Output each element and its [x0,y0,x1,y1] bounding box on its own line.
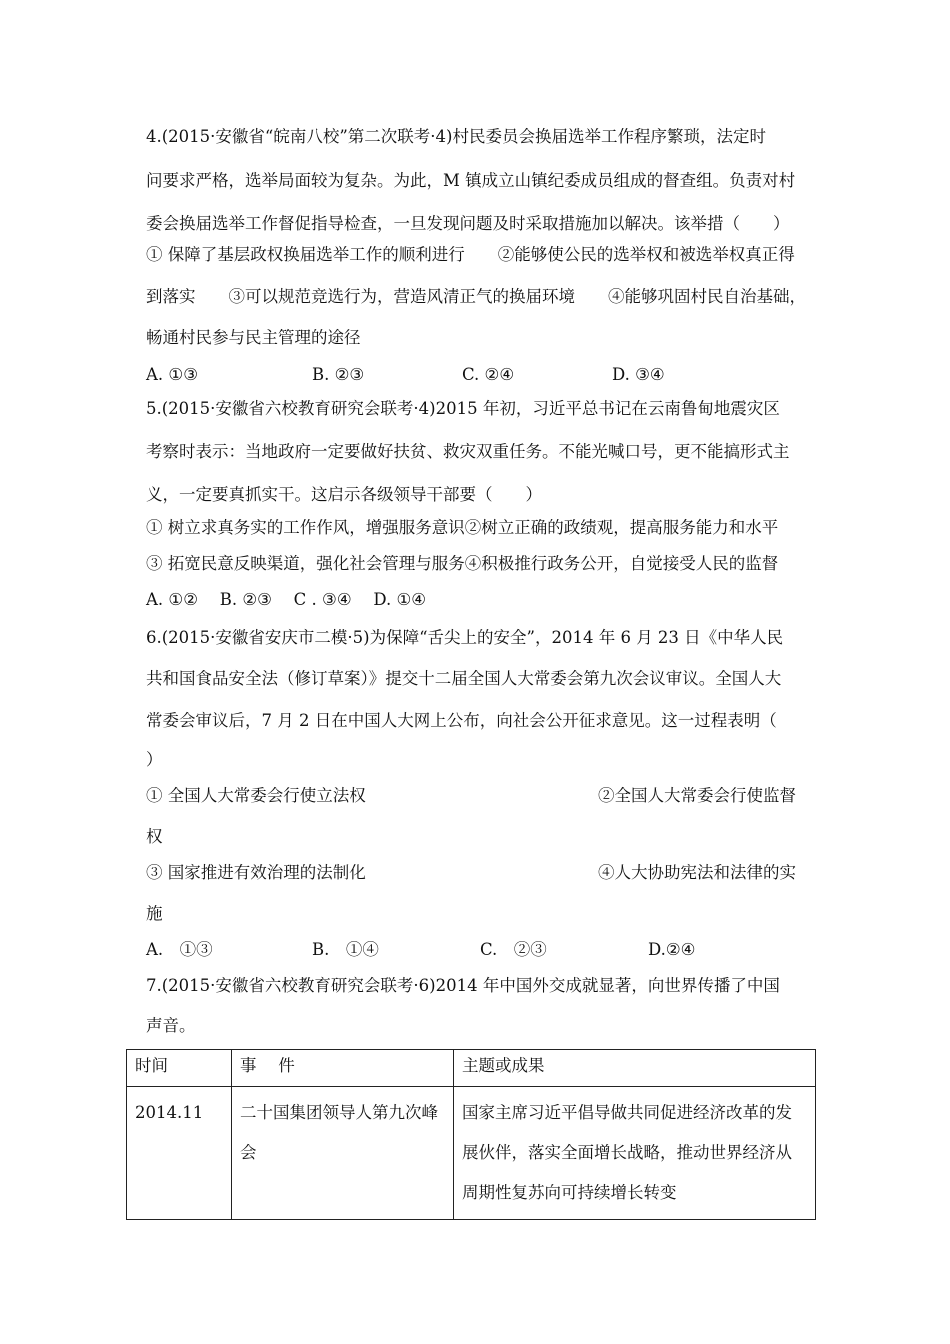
cell-time: 2014.11 [127,1087,232,1220]
q6-option-a: A. ①③ [146,940,213,959]
q6-statement-3: ③ 国家推进有效治理的法制化 [146,863,366,882]
q5-statement-line-2: ③ 拓宽民意反映渠道，强化社会管理与服务④积极推行政务公开，自觉接受人民的监督 [146,554,779,573]
header-time: 时间 [127,1050,232,1087]
q6-stem-line-1: 6.(2015·安徽省安庆市二模·5)为保障“舌尖上的安全”，2014 年 6 月 23 日《中华人民 [146,628,784,647]
q4-option-b: B. ②③ [312,365,365,384]
q4-statement-line-2: 到落实 ③可以规范竞选行为，营造风清正气的换届环境 ④能够巩固村民自治基础， [146,287,806,306]
header-result: 主题或成果 [454,1050,816,1087]
table-row [127,1087,816,1220]
cell-result: 国家主席习近平倡导做共同促进经济改革的发展伙伴，落实全面增长战略，推动世界经济从周期性复苏向可持续增长转变 [454,1087,816,1220]
q7-stem-line-2: 声音。 [146,1016,196,1035]
q5-options: A. ①② B. ②③ C . ③④ D. ①④ [146,590,427,609]
q5-statement-line-1: ① 树立求真务实的工作作风，增强服务意识②树立正确的政绩观，提高服务能力和水平 [146,518,779,537]
q6-stem-line-2: 共和国食品安全法（修订草案）》提交十二届全国人大常委会第九次会议审议。全国人大 [146,669,782,688]
q4-statement-line-1: ① 保障了基层政权换届选举工作的顺利进行 ②能够使公民的选举权和被选举权真正得 [146,245,795,264]
diplomacy-table [126,1049,816,1220]
q4-stem-line-1: 4.(2015·安徽省“皖南八校”第二次联考·4)村民委员会换届选举工作程序繁琐，法定时 [146,127,766,146]
q6-statement-4-cont: 施 [146,904,163,923]
cell-event: 二十国集团领导人第九次峰会 [232,1087,454,1220]
q5-stem-line-2: 考察时表示：当地政府一定要做好扶贫、救灾双重任务。不能光喊口号，更不能搞形式主 [146,442,790,461]
q6-option-b: B. ①④ [312,940,379,959]
q4-stem-line-2: 问要求严格，选举局面较为复杂。为此，M 镇成立山镇纪委成员组成的督查组。负责对村 [146,171,796,190]
q6-stem-line-3: 常委会审议后，7 月 2 日在中国人大网上公布，向社会公开征求意见。这一过程表明（ [146,711,777,730]
q6-option-d: D.②④ [648,940,696,959]
q7-stem-line-1: 7.(2015·安徽省六校教育研究会联考·6)2014 年中国外交成就显著，向世界传播了中国 [146,976,780,995]
q6-statement-4: ④人大协助宪法和法律的实 [598,863,796,882]
table-header-row [127,1050,816,1087]
q4-option-a: A. ①③ [146,365,198,384]
q6-stem-line-4: ） [146,750,163,769]
q4-option-c: C. ②④ [462,365,515,384]
q5-stem-line-3: 义，一定要真抓实干。这启示各级领导干部要（ ） [146,485,542,504]
q4-option-d: D. ③④ [612,365,665,384]
header-event: 事 件 [232,1050,454,1087]
q6-statement-2-cont: 权 [146,827,163,846]
q4-stem-line-3: 委会换届选举工作督促指导检查，一旦发现问题及时采取措施加以解决。该举措（ ） [146,214,790,233]
q5-stem-line-1: 5.(2015·安徽省六校教育研究会联考·4)2015 年初，习近平总书记在云南鲁甸地震灾区 [146,399,780,418]
q6-option-c: C. ②③ [480,940,547,959]
q6-statement-1: ① 全国人大常委会行使立法权 [146,786,366,805]
q4-statement-line-3: 畅通村民参与民主管理的途径 [146,328,361,347]
q6-statement-2: ②全国人大常委会行使监督 [598,786,796,805]
